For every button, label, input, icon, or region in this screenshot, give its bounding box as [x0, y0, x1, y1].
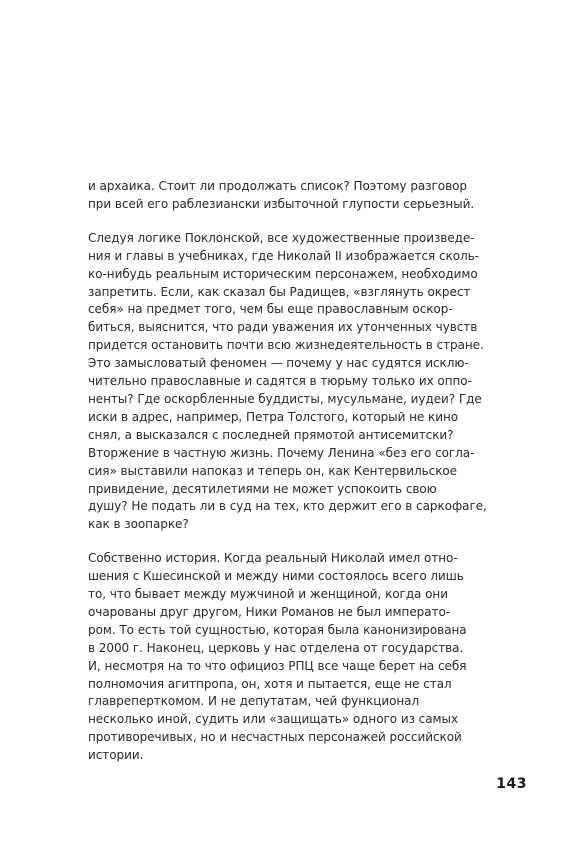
text-line: полномочия агитпропа, он, хотя и пытается, еще не стал: [88, 676, 452, 691]
paragraph: [88, 550, 488, 765]
text-line: ния и главы в учебниках, где Николай II изображается сколь-: [88, 248, 479, 263]
text-line: противоречивых, но и несчастных персонажей российской: [88, 730, 462, 745]
text-line: душу? Не подать ли в суд на тех, кто держит его в саркофаге,: [88, 499, 487, 514]
text-line: ко-нибудь реальным историческим персонажем, необходимо: [88, 266, 478, 281]
text-line: шения с Кшесинской и между ними состоялось всего лишь: [88, 569, 464, 584]
paragraph: [88, 230, 488, 534]
text-line: ненты? Где оскорбленные буддисты, мусульмане, иудеи? Где: [88, 391, 482, 406]
page-number: 143: [496, 776, 527, 792]
paragraph: [88, 178, 488, 214]
text-line: запретить. Если, как сказал бы Радищев, «взглянуть окрест: [88, 284, 471, 299]
text-line: чительно православные и садятся в тюрьму только их оппо-: [88, 374, 472, 389]
text-line: несколько иной, судить или «защищать» одного из самых: [88, 712, 458, 727]
text-line: Вторжение в частную жизнь. Почему Ленина «без его согла-: [88, 445, 475, 460]
text-line: Это замысловатый феномен — почему у нас судятся исклю-: [88, 356, 469, 371]
text-line: как в зоопарке?: [88, 517, 189, 532]
text-line: главреперткомом. И не депутатам, чей функционал: [88, 694, 420, 709]
text-line: ром. То есть той сущностью, которая была канонизирована: [88, 622, 467, 637]
body-text: [88, 178, 488, 781]
text-line: придется остановить почти всю жизнедеятельность в стране.: [88, 338, 484, 353]
text-line: сия» выставили напоказ и теперь он, как Кентервильское: [88, 463, 458, 478]
text-line: то, что бывает между мужчиной и женщиной, когда они: [88, 587, 448, 602]
text-line: биться, выяснится, что ради уважения их утонченных чувств: [88, 320, 478, 335]
text-line: привидение, десятилетиями не может успокоить свою: [88, 481, 437, 496]
text-line: иски в адрес, например, Петра Толстого, который не кино: [88, 409, 459, 424]
text-line: Собственно история. Когда реальный Николай имел отно-: [88, 551, 458, 566]
text-line: себя» на предмет того, чем бы еще православным оскор-: [88, 302, 453, 317]
text-line: при всей его раблезиански избыточной глупости серьезный.: [88, 196, 475, 211]
text-line: И, несмотря на то что официоз РПЦ все чаще берет на себя: [88, 658, 467, 673]
text-line: истории.: [88, 748, 144, 763]
text-line: очарованы друг другом, Ники Романов не был императо-: [88, 604, 451, 619]
text-line: в 2000 г. Наконец, церковь у нас отделена от государства.: [88, 640, 464, 655]
text-line: и архаика. Стоит ли продолжать список? Поэтому разговор: [88, 179, 467, 193]
text-line: снял, а высказался с последней прямотой антисемитски?: [88, 427, 454, 442]
text-line: Следуя логике Поклонской, все художественные произведе-: [88, 230, 475, 245]
